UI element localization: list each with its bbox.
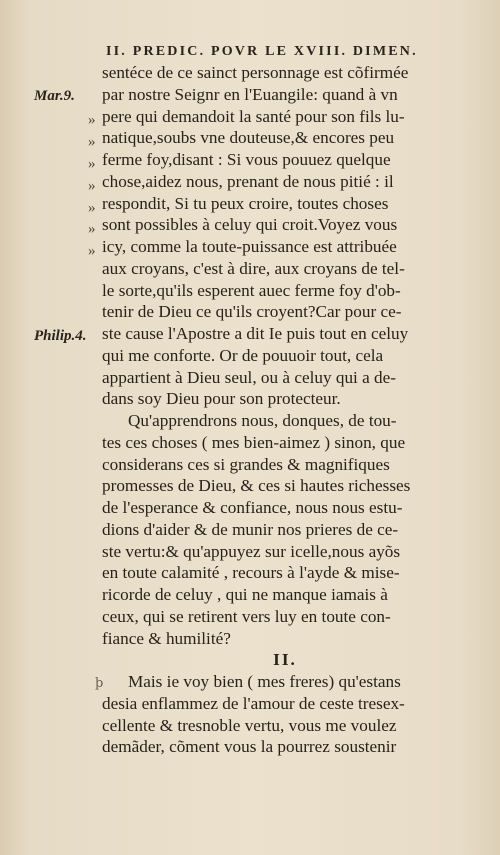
- text-line: par nostre Seignr en l'Euangile: quand à vn: [102, 84, 398, 104]
- text-line: promesses de Dieu, & ces si hautes richesses: [102, 476, 411, 496]
- text-line: ricorde de celuy , qui ne manque iamais à: [102, 585, 388, 604]
- stray-printer-mark: þ: [95, 676, 104, 691]
- text-line: appartient à Dieu seul, ou à celuy qui a de-: [102, 367, 396, 387]
- text-line: sont possibles à celuy qui croit.Voyez vous: [102, 215, 398, 235]
- text-line: ferme foy,disant : Si vous pouuez quelque: [102, 150, 391, 169]
- paragraph-start-line: Mais ie voy bien ( mes freres) qu'estans: [128, 672, 401, 691]
- text-line: de l'esperance & confiance, nous nous estu-: [102, 498, 403, 517]
- quote-mark: »: [88, 112, 96, 128]
- quote-mark: »: [88, 178, 96, 194]
- text-line: tes ces choses ( mes bien-aimez ) sinon, que: [102, 432, 406, 452]
- text-line: ste cause l'Apostre a dit Ie puis tout en celuy: [102, 324, 409, 343]
- running-head: II. PREDIC. POVR LE XVIII. DIMEN.: [106, 44, 418, 59]
- text-line: icy, comme la toute-puissance est attribuée: [102, 237, 397, 256]
- margin-note-mar: Mar.9.: [34, 88, 75, 104]
- body-text: [102, 62, 468, 758]
- quote-mark: »: [88, 156, 96, 172]
- text-line: dions d'aider & de munir nos prieres de ce-: [102, 519, 399, 539]
- text-line: considerans ces si grandes & magnifiques: [102, 454, 390, 474]
- text-line: ste vertu:& qu'appuyez sur icelle,nous ayõs: [102, 541, 401, 561]
- text-line: chose,aidez nous, prenant de nous pitié : il: [102, 171, 394, 191]
- text-line: demãder, cõment vous la pourrez soustenir: [102, 737, 397, 757]
- text-line: ceux, qui se retirent vers luy en toute con-: [102, 606, 391, 626]
- text-line: en toute calamité , recours à l'ayde & mise-: [102, 563, 400, 583]
- text-line: tenir de Dieu ce qu'ils croyent?Car pour ce-: [102, 302, 402, 322]
- paragraph-start-line: Qu'apprendrons nous, donques, de tou-: [128, 411, 397, 430]
- section-number: II.: [273, 650, 297, 670]
- text-line: sentéce de ce sainct personnage est cõfirmée: [102, 63, 409, 82]
- quote-mark: »: [88, 243, 96, 259]
- text-line: dans soy Dieu pour son protecteur.: [102, 389, 341, 409]
- text-line: fiance & humilité?: [102, 628, 231, 648]
- margin-note-philip: Philip.4.: [34, 328, 87, 344]
- text-line: respondit, Si tu peux croire, toutes choses: [102, 193, 389, 213]
- text-line: natique,soubs vne douteuse,& encores peu: [102, 128, 395, 148]
- text-line: aux croyans, c'est à dire, aux croyans de tel-: [102, 258, 405, 278]
- quote-mark: »: [88, 200, 96, 216]
- text-line: cellente & tresnoble vertu, vous me voulez: [102, 715, 397, 735]
- quote-mark: »: [88, 134, 96, 150]
- text-line: pere qui demandoit la santé pour son fils lu-: [102, 106, 405, 126]
- quote-mark: »: [88, 221, 96, 237]
- text-line: qui me conforte. Or de pouuoir tout, cela: [102, 345, 384, 365]
- text-line: le sorte,qu'ils esperent auec ferme foy d'ob-: [102, 280, 401, 300]
- text-line: desia enflammez de l'amour de ceste tresex-: [102, 693, 405, 713]
